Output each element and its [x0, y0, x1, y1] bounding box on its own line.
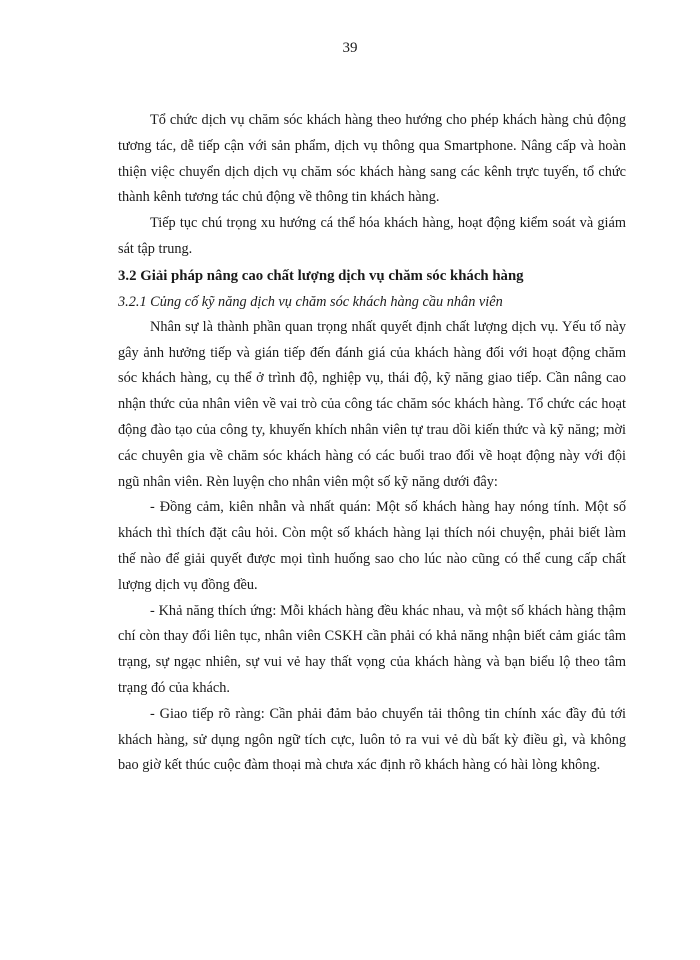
- paragraph-adaptability: - Khả năng thích ứng: Mỗi khách hàng đều khác nhau, và một số khách hàng thậm chí còn thay đổi liên tục, nhân viên CSKH cần phải có khả năng nhận biết cảm giác tâm trạng, sự ngạc nhiên, sự vui vẻ hay thất vọng của khách hàng và bạn biểu lộ theo tâm trạng đó của khách.: [118, 602, 626, 696]
- paragraph-human-resources: Nhân sự là thành phần quan trọng nhất quyết định chất lượng dịch vụ. Yếu tố này gây ảnh hưởng tiếp và gián tiếp đến đánh giá của khách hàng đối với hoạt động chăm sóc khách hàng, cụ thể ở trình độ, nghiệp vụ, thái độ, kỹ năng giao tiếp. Cần nâng cao nhận thức của nhân viên về vai trò của công tác chăm sóc khách hàng. Tổ chức các hoạt động đào tạo của công ty, khuyến khích nhân viên tự trau dồi kiến thức và kỹ năng; mời các chuyên gia về chăm sóc khách hàng có các buổi trao đổi về hoạt động này với đội ngũ nhân viên. Rèn luyện cho nhân viên một số kỹ năng dưới đây:: [118, 318, 626, 490]
- paragraph-empathy-patience: - Đồng cảm, kiên nhẫn và nhất quán: Một số khách hàng hay nóng tính. Một số khách thì thích đặt câu hỏi. Còn một số khách hàng lại thích nói chuyện, phải biết làm thế nào để giải quyết được mọi tình huống sao cho lúc nào cũng có thể cung cấp chất lượng dịch vụ đồng đều.: [118, 499, 626, 593]
- section-heading-3-2: 3.2 Giải pháp nâng cao chất lượng dịch vụ chăm sóc khách hàng: [118, 267, 524, 284]
- paragraph-customer-service-organization: Tổ chức dịch vụ chăm sóc khách hàng theo hướng cho phép khách hàng chủ động tương tác, dễ tiếp cận với sản phẩm, dịch vụ thông qua Smartphone. Nâng cấp và hoàn thiện việc chuyển dịch dịch vụ chăm sóc khách hàng sang các kênh trực tuyến, tổ chức thành kênh tương tác chủ động về thông tin khách hàng.: [118, 112, 626, 206]
- page-number: 39: [342, 40, 358, 56]
- paragraph-personalization: Tiếp tục chú trọng xu hướng cá thể hóa khách hàng, hoạt động kiểm soát và giám sát tập trung.: [118, 215, 626, 257]
- paragraph-clear-communication: - Giao tiếp rõ ràng: Cần phải đảm bảo chuyển tải thông tin chính xác đầy đủ tới khách hàng, sử dụng ngôn ngữ tích cực, luôn tỏ ra vui vẻ dù bất kỳ điều gì, và không bao giờ kết thúc cuộc đàm thoại mà chưa xác định rõ khách hàng có hài lòng không.: [118, 705, 626, 774]
- subsection-heading-3-2-1: 3.2.1 Củng cố kỹ năng dịch vụ chăm sóc khách hàng cầu nhân viên: [118, 293, 503, 310]
- page-body: [118, 108, 626, 779]
